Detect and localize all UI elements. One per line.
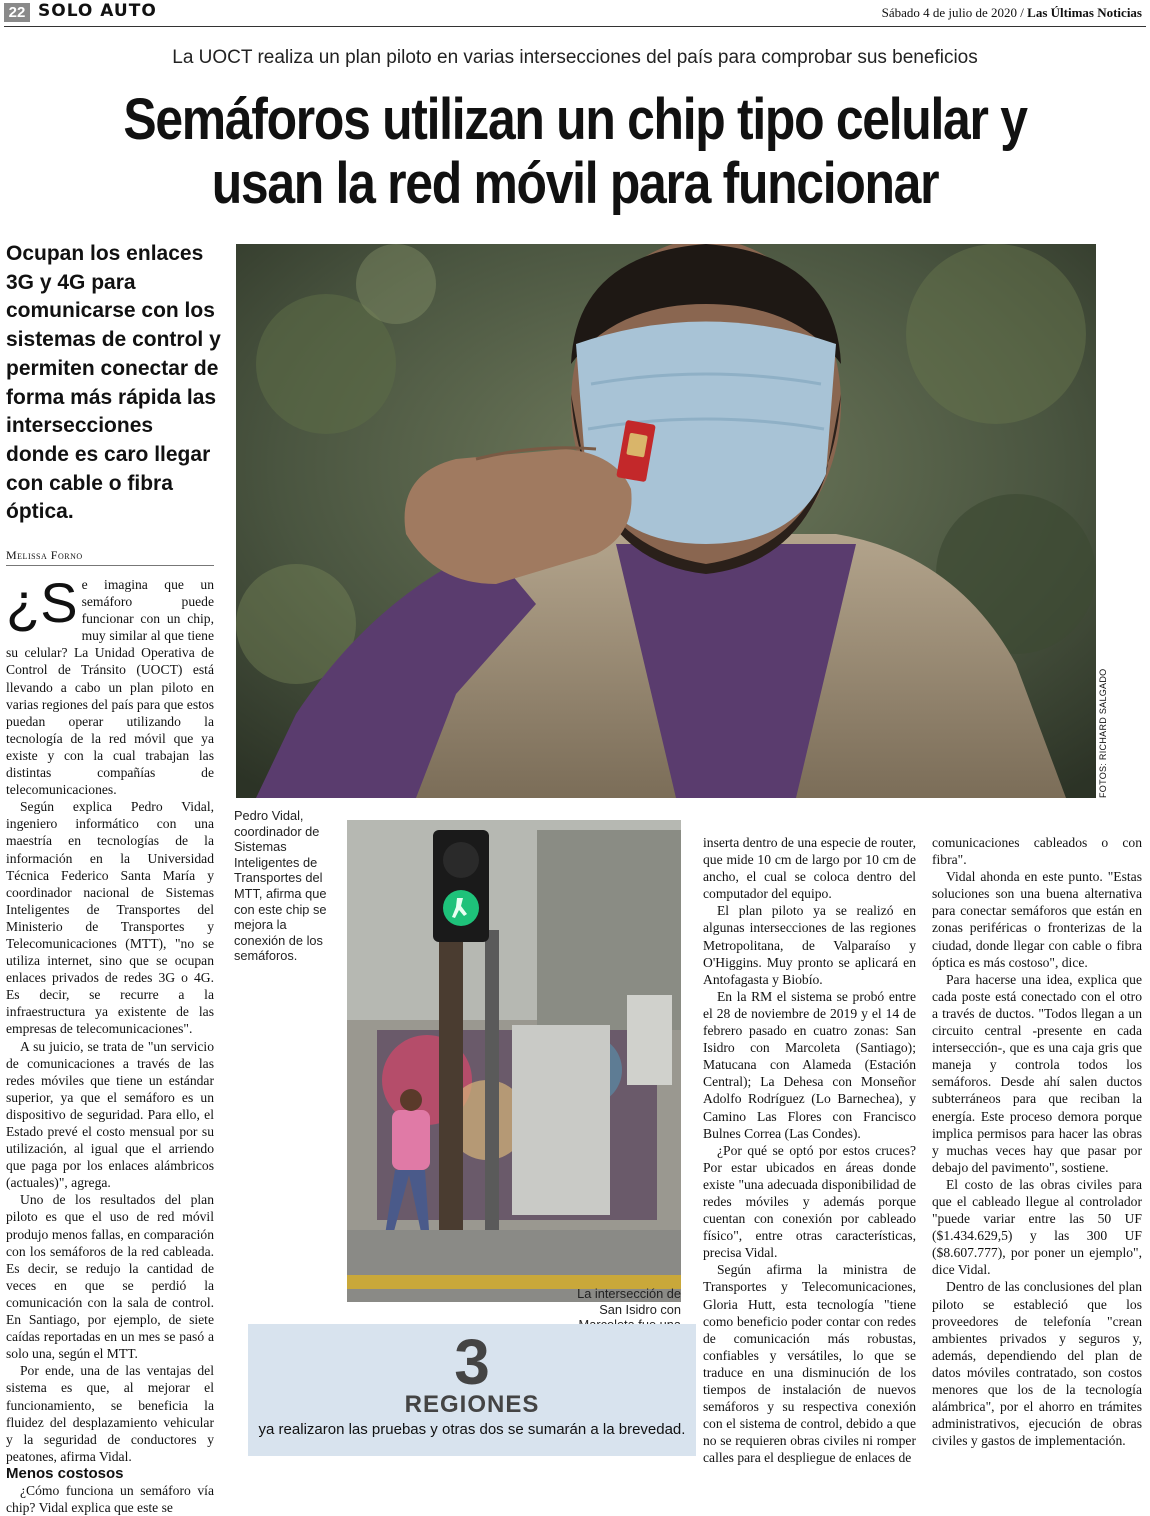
paragraph: Por ende, una de las ventajas del sistema es que, al mejorar el funcionamiento, se beneficia la fluidez del desplazamiento vehicular y la seguridad de conductores y peatones, afirma Vidal. bbox=[6, 1363, 214, 1464]
infobox-regions bbox=[248, 1324, 696, 1456]
paragraph: El plan piloto ya se realizó en algunas intersecciones de las regiones Metropolitana, de Valparaíso y O'Higgins. Muy pronto se aplicará en Antofagasta y Biobío. bbox=[703, 903, 916, 987]
photo-traffic-light bbox=[347, 820, 681, 1302]
subheading: Menos costosos bbox=[6, 1464, 124, 1482]
article-column-4 bbox=[932, 834, 1142, 1449]
paragraph: Según afirma la ministra de Transportes y Telecomunicaciones, Gloria Hutt, esta tecnología "tiene como beneficio poder contar con redes de comunicación más robustas, confiables y versátiles, lo que se traduce en una disminución de los tiempos de instalación de nuevos semáforos y su respectiva conexión con el sistema de control, debido a que no se requieren obras civiles ni romper calles para el despliegue de enlaces de bbox=[703, 1262, 916, 1466]
paragraph: inserta dentro de una especie de router, que mide 10 cm de largo por 10 cm de ancho, el cual se coloca dentro del computador del equipo. bbox=[703, 835, 916, 902]
paragraph: Vidal ahonda en este punto. "Estas soluciones son una buena alternativa para conectar semáforos que están en zonas periféricas o fronterizas de la ciudad, donde llegar con cable o fibra óptica es más costoso", dice. bbox=[932, 869, 1142, 970]
paragraph: Para hacerse una idea, explica que cada poste está conectado con el otro a través de ductos. "Todos llegan a un circuito central -presente en cada intersección-, que es una caja gris que maneja y controla todos los semáforos. Desde ahí salen ductos subterráneos para que reciban la energía. Este proceso demora porque implica permisos para hacer las obras y muchas veces hay que pasar por debajo del pavimento", sostiene. bbox=[932, 971, 1142, 1175]
article-column-1 bbox=[6, 571, 214, 1516]
infobox-number: 3 bbox=[454, 1326, 490, 1398]
byline: Melissa Forno bbox=[6, 548, 214, 566]
newspaper-name: Las Últimas Noticias bbox=[1027, 5, 1142, 20]
issue-date: Sábado 4 de julio de 2020 / bbox=[881, 5, 1024, 20]
infobox-label: REGIONES bbox=[404, 1391, 540, 1418]
paragraph: El costo de las obras civiles para que el cableado llegue al controlador "puede variar entre las 50 UF ($1.434.629,5) y las 300 UF ($8.607.777), por poner un ejemplo", dice Vidal. bbox=[932, 1176, 1142, 1278]
section-title: SOLO AUTO bbox=[38, 1, 157, 21]
paragraph: Según explica Pedro Vidal, ingeniero informático con una maestría en tecnologías de la información en la Universidad Técnica Federico Santa María y coordinador nacional de Sistemas Inteligentes de Transportes del Ministerio de Transportes y Telecomunicaciones (MTT), "no se utiliza internet, sino que se ocupan enlaces privados de redes 3G o 4G. Es decir, se recurre a la infraestructura ya existente de las empresas de telecomunicaciones". bbox=[6, 799, 214, 1037]
paragraph: ¿Por qué se optó por estos cruces? Por estar ubicados en áreas donde existe "una adecuada disponibilidad de redes móviles y además porque cuentan con conexión por cableado físico", entre otras características, precisa Vidal. bbox=[703, 1142, 916, 1261]
header-rule bbox=[4, 26, 1146, 27]
paragraph: comunicaciones cableados o con fibra". bbox=[932, 835, 1142, 868]
paragraph: Dentro de las conclusiones del plan piloto se estableció que los proveedores de telefonía "crean ambientes privados y seguros y, además, dependiendo del plan de datos móviles contratado, son costos menores que los de la tecnología alámbrica", por el ahorro en trámites administrativos, ejecución de obras civiles y gastos de implementación. bbox=[932, 1279, 1142, 1449]
dateline bbox=[882, 5, 1142, 21]
dropcap: ¿S bbox=[6, 571, 78, 634]
page-number: 22 bbox=[4, 3, 30, 22]
infobox-text: ya realizaron las pruebas y otras dos se sumarán a la brevedad. bbox=[258, 1421, 686, 1438]
photo-caption-intersection: La intersección de San Isidro con bbox=[577, 1286, 681, 1317]
photo-credit: FOTOS: RICHARD SALGADO bbox=[1098, 668, 1108, 798]
article-kicker: La UOCT realiza un plan piloto en varias intersecciones del país para comprobar sus beneficios bbox=[172, 47, 978, 68]
paragraph: A su juicio, se trata de "un servicio de comunicaciones a través de las redes móviles que tiene un estándar superior, ya que el semáforo es un dispositivo de seguridad. Para ello, el Estado prevé el costo mensual por su utilización, al igual que el arriendo que paga por los enlaces alámbricos (actuales)", agrega. bbox=[6, 1038, 214, 1191]
paragraph: ¿Cómo funciona un semáforo vía chip? Vidal explica que este se bbox=[6, 1482, 214, 1516]
article-lead: Ocupan los enlaces 3G y 4G para comunicarse con los sistemas de control y permiten conectar de forma más rápida las intersecciones donde es caro llegar con cable o fibra óptica. bbox=[6, 242, 221, 524]
article-headline: Semáforos utilizan un chip tipo celular y usan la red móvil para funcionar bbox=[123, 87, 1027, 216]
paragraph: Uno de los resultados del plan piloto es que el uso de red móvil produjo menos fallas, en comparación con los semáforos de la red cableada. Es decir, se redujo la cantidad de veces en que se perdió la comunicación con la sala de control. En Santiago, por ejemplo, de siete caídas reportadas en un mes se pasó a solo una, según el MTT. bbox=[6, 1192, 214, 1362]
paragraph: En la RM el sistema se probó entre el 28 de noviembre de 2019 y el 14 de febrero pasado en cuatro zonas: San Isidro con Marcoleta (Santiago); Matucana con Alameda (Estación Central); La Dehesa con Monseñor Adolfo Rodríguez (Lo Barnechea), y Camino Las Flores con Francisco Bulnes Correa (Las Condes). bbox=[703, 988, 916, 1141]
paragraph: ¿S e imagina que un semáforo puede funcionar con un chip, muy similar al que tiene su celular? La Unidad Operativa de Control de Tránsito (UOCT) está llevando a cabo un plan piloto en varias regiones del país para que estos puedan operar utilizando la tecnología de la red móvil que ya existe y con la cual trabajan las distintas compañías de telecomunicaciones. bbox=[6, 571, 214, 798]
photo-caption-main: Pedro Vidal, coordinador de Sistemas Inteligentes de Transportes del MTT, afirma que con este chip se mejora la conexión de los semáforos. bbox=[234, 808, 327, 964]
photo-man-with-chip bbox=[236, 244, 1096, 798]
article-column-3 bbox=[703, 834, 916, 1466]
